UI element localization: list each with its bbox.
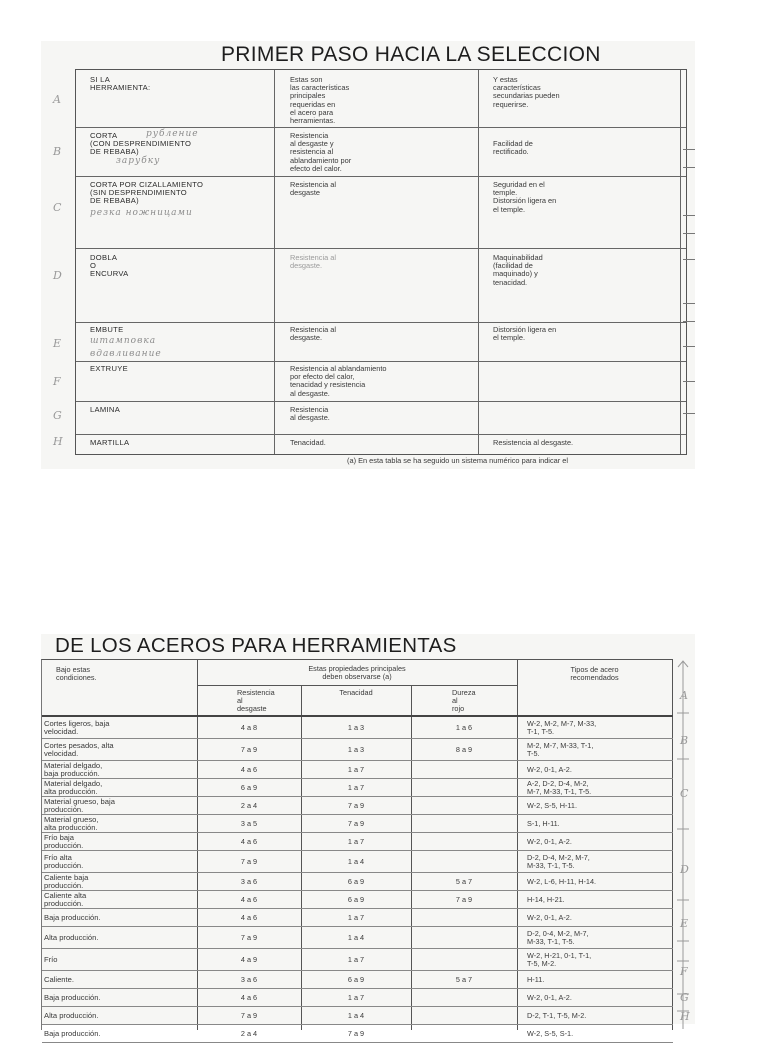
steel-types-cell: D-2, D-4, M-2, M-7, M-33, T-1, T-5. — [527, 853, 590, 870]
edge-tick — [683, 259, 695, 260]
wear-resistance-cell: 2 a 4 — [240, 801, 258, 810]
row-divider — [76, 434, 686, 435]
row-letter-d: D — [53, 269, 62, 282]
row-divider — [76, 248, 686, 249]
toughness-cell: 7 a 9 — [347, 801, 365, 810]
side-letter-c: C — [680, 787, 689, 800]
tool-cell: EMBUTE — [90, 325, 124, 334]
toughness-cell: 1 a 4 — [347, 857, 365, 866]
side-letter-h: H — [680, 1010, 690, 1023]
wear-resistance-cell: 4 a 8 — [240, 723, 258, 732]
secondary-cell: Facilidad de rectificado. — [493, 139, 533, 157]
side-letter-f: F — [680, 965, 688, 978]
wear-resistance-cell: 4 a 6 — [240, 895, 258, 904]
header-tool: SI LA HERRAMIENTA: — [90, 75, 151, 93]
header-main-characteristics: Estas son las características principales requeridas en el acero para herramientas. — [290, 75, 350, 126]
condition-cell: Baja producción. — [44, 913, 101, 922]
red-hardness-cell: 5 a 7 — [455, 877, 473, 886]
steel-types-cell: W-2, S-5, H-11. — [527, 801, 578, 810]
table-row — [42, 949, 673, 970]
condition-cell: Caliente baja producción. — [44, 873, 89, 890]
condition-cell: Cortes pesados, alta velocidad. — [44, 741, 114, 758]
secondary-cell: Seguridad en el temple. Distorsión ligera en el temple. — [493, 180, 557, 214]
steel-types-cell: W-2, 0-1, A-2. — [527, 913, 572, 922]
row-divider — [76, 401, 686, 402]
steel-types-cell: H-14, H-21. — [527, 895, 565, 904]
wear-resistance-cell: 3 a 6 — [240, 877, 258, 886]
steel-types-cell: D-2, 0-4, M-2, M-7, M-33, T-1, T-5. — [527, 929, 589, 946]
edge-tick — [683, 303, 695, 304]
footnote: (a) En esta tabla se ha seguido un sistema numérico para indicar el — [347, 456, 569, 465]
table-row — [42, 833, 673, 850]
condition-cell: Frío — [44, 955, 58, 964]
toughness-cell: 1 a 7 — [347, 955, 365, 964]
condition-cell: Material delgado, baja producción. — [44, 761, 103, 778]
row-divider — [197, 685, 517, 686]
row-letter-a: A — [53, 93, 61, 106]
condition-cell: Baja producción. — [44, 993, 101, 1002]
condition-cell: Material grueso, baja producción. — [44, 797, 115, 814]
table-row — [42, 717, 673, 738]
toughness-cell: 6 a 9 — [347, 895, 365, 904]
wear-resistance-cell: 7 a 9 — [240, 1011, 258, 1020]
condition-cell: Alta producción. — [44, 933, 99, 942]
main-cell: Resistencia al ablandamiento por efecto del calor, tenacidad y resistencia al desgaste. — [290, 364, 387, 398]
row-divider — [76, 322, 686, 323]
secondary-cell: Resistencia al desgaste. — [493, 438, 574, 447]
condition-cell: Caliente. — [44, 975, 74, 984]
edge-tick — [683, 346, 695, 347]
wear-resistance-cell: 7 a 9 — [240, 933, 258, 942]
toughness-cell: 6 a 9 — [347, 877, 365, 886]
table-row — [42, 909, 673, 926]
steel-types-cell: M-2, M-7, M-33, T-1, T-5. — [527, 741, 594, 758]
side-letter-e: E — [680, 917, 689, 930]
condition-cell: Material grueso, alta producción. — [44, 815, 99, 832]
main-cell: Resistencia al desgaste — [290, 180, 337, 198]
table-row — [42, 797, 673, 814]
tool-cell: MARTILLA — [90, 438, 130, 447]
wear-resistance-cell: 4 a 9 — [240, 955, 258, 964]
tool-cell: DOBLA O ENCURVA — [90, 253, 129, 279]
row-letter-b: B — [53, 145, 62, 158]
main-cell: Resistencia al desgaste. — [290, 325, 337, 343]
handwritten-note: зарубку — [116, 156, 161, 166]
steel-types-cell: H-11. — [527, 975, 545, 984]
toughness-cell: 1 a 7 — [347, 837, 365, 846]
side-letter-g: G — [680, 991, 689, 1004]
secondary-cell: Maquinabilidad (facilidad de maquinado) y tenacidad. — [493, 253, 543, 287]
wear-resistance-cell: 2 a 4 — [240, 1029, 258, 1038]
wear-resistance-cell: 4 a 6 — [240, 765, 258, 774]
table-row — [42, 1025, 673, 1042]
row-letter-g: G — [53, 409, 62, 422]
header-toughness: Tenacidad — [339, 688, 373, 697]
toughness-cell: 1 a 7 — [347, 765, 365, 774]
toughness-cell: 1 a 3 — [347, 723, 365, 732]
wear-resistance-cell: 6 a 9 — [240, 783, 258, 792]
edge-tick — [683, 233, 695, 234]
row-letter-c: C — [53, 201, 62, 214]
header-red-hardness: Dureza al rojo — [452, 688, 476, 713]
wear-resistance-cell: 4 a 6 — [240, 913, 258, 922]
condition-cell: Alta producción. — [44, 1011, 99, 1020]
red-hardness-cell: 5 a 7 — [455, 975, 473, 984]
toughness-cell: 1 a 7 — [347, 913, 365, 922]
toughness-cell: 1 a 4 — [347, 933, 365, 942]
toughness-cell: 6 a 9 — [347, 975, 365, 984]
main-cell: Resistencia al desgaste. — [290, 405, 330, 423]
header-wear-resistance: Resistencia al desgaste — [237, 688, 275, 713]
handwritten-note: вдавливание — [90, 349, 162, 359]
table-row — [42, 1007, 673, 1024]
header-secondary-characteristics: Y estas características secundarias pueden requerirse. — [493, 75, 560, 109]
condition-cell: Baja producción. — [44, 1029, 101, 1038]
table-row — [42, 851, 673, 872]
table-row — [42, 971, 673, 988]
row-letter-e: E — [53, 337, 62, 350]
header-properties: Estas propiedades principales deben observarse (a) — [308, 664, 406, 681]
side-letter-a: A — [680, 689, 688, 702]
table-row — [42, 891, 673, 908]
main-cell: Tenacidad. — [290, 438, 326, 447]
handwritten-note: штамповка — [90, 336, 157, 346]
condition-cell: Material delgado, alta producción. — [44, 779, 103, 796]
steel-types-table — [41, 659, 673, 1038]
wear-resistance-cell: 3 a 6 — [240, 975, 258, 984]
selection-table-scan-top — [41, 41, 695, 469]
steel-types-cell: S-1, H-11. — [527, 819, 560, 828]
header-conditions: Bajo estas condiciones. — [56, 665, 97, 682]
toughness-cell: 1 a 7 — [347, 993, 365, 1002]
main-cell: Resistencia al desgaste y resistencia al ablandamiento por efecto del calor. — [290, 131, 352, 173]
table-row — [42, 815, 673, 832]
page-title-bottom: DE LOS ACEROS PARA HERRAMIENTAS — [55, 634, 457, 657]
edge-tick — [683, 149, 695, 150]
handwritten-note: рубление — [146, 129, 199, 139]
condition-cell: Cortes ligeros, baja velocidad. — [44, 719, 110, 736]
red-hardness-cell: 7 a 9 — [455, 895, 473, 904]
toughness-cell: 1 a 7 — [347, 783, 365, 792]
toughness-cell: 7 a 9 — [347, 1029, 365, 1038]
steel-types-cell: W-2, 0-1, A-2. — [527, 765, 572, 774]
steel-types-cell: W-2, 0-1, A-2. — [527, 993, 572, 1002]
wear-resistance-cell: 7 a 9 — [240, 857, 258, 866]
edge-tick — [683, 413, 695, 414]
steel-types-table-scan-bottom — [41, 634, 695, 1038]
toughness-cell: 1 a 3 — [347, 745, 365, 754]
steel-types-cell: A-2, D-2, D-4, M-2, M-7, M-33, T-1, T-5. — [527, 779, 592, 796]
table-row — [42, 761, 673, 778]
row-letter-f: F — [53, 375, 61, 388]
steel-types-cell: W-2, S-5, S-1. — [527, 1029, 574, 1038]
wear-resistance-cell: 7 a 9 — [240, 745, 258, 754]
red-hardness-cell: 8 a 9 — [455, 745, 473, 754]
red-hardness-cell: 1 a 6 — [455, 723, 473, 732]
tool-requirements-table — [75, 69, 687, 455]
condition-cell: Frío baja producción. — [44, 833, 84, 850]
table-row — [42, 873, 673, 890]
steel-types-cell: D-2, T-1, T-5, M-2. — [527, 1011, 587, 1020]
page-title-top: PRIMER PASO HACIA LA SELECCION — [221, 43, 601, 66]
edge-tick — [683, 321, 695, 322]
toughness-cell: 1 a 4 — [347, 1011, 365, 1020]
tool-cell: CORTA POR CIZALLAMIENTO (SIN DESPRENDIMIENTO DE REBABA) — [90, 180, 204, 206]
row-divider — [76, 127, 686, 128]
condition-cell: Caliente alta producción. — [44, 891, 87, 908]
table-row — [42, 739, 673, 760]
row-divider — [76, 176, 686, 177]
steel-types-cell: W-2, H-21, 0-1, T-1, T-5, M-2. — [527, 951, 592, 968]
tool-cell: EXTRUYE — [90, 364, 128, 373]
edge-tick — [683, 215, 695, 216]
handwritten-note: резка ножницами — [90, 208, 193, 218]
row-divider — [76, 361, 686, 362]
side-letter-b: B — [680, 734, 689, 747]
row-letter-h: H — [53, 435, 63, 448]
toughness-cell: 7 a 9 — [347, 819, 365, 828]
steel-types-cell: W-2, M-2, M-7, M-33, T-1, T-5. — [527, 719, 597, 736]
condition-cell: Frío alta producción. — [44, 853, 84, 870]
edge-tick — [683, 167, 695, 168]
table-row — [42, 927, 673, 948]
main-cell: Resistencia al desgaste. — [290, 253, 337, 271]
edge-tick — [683, 381, 695, 382]
wear-resistance-cell: 4 a 6 — [240, 993, 258, 1002]
wear-resistance-cell: 3 a 5 — [240, 819, 258, 828]
side-letter-d: D — [680, 863, 689, 876]
wear-resistance-cell: 4 a 6 — [240, 837, 258, 846]
steel-types-cell: W-2, 0-1, A-2. — [527, 837, 572, 846]
header-steel-types: Tipos de acero recomendados — [570, 665, 619, 682]
table-row — [42, 779, 673, 796]
steel-types-cell: W-2, L-6, H-11, H-14. — [527, 877, 597, 886]
table-row — [42, 989, 673, 1006]
tool-cell: CORTA (CON DESPRENDIMIENTO DE REBABA) — [90, 131, 192, 157]
secondary-cell: Distorsión ligera en el temple. — [493, 325, 557, 343]
tool-cell: LAMINA — [90, 405, 121, 414]
